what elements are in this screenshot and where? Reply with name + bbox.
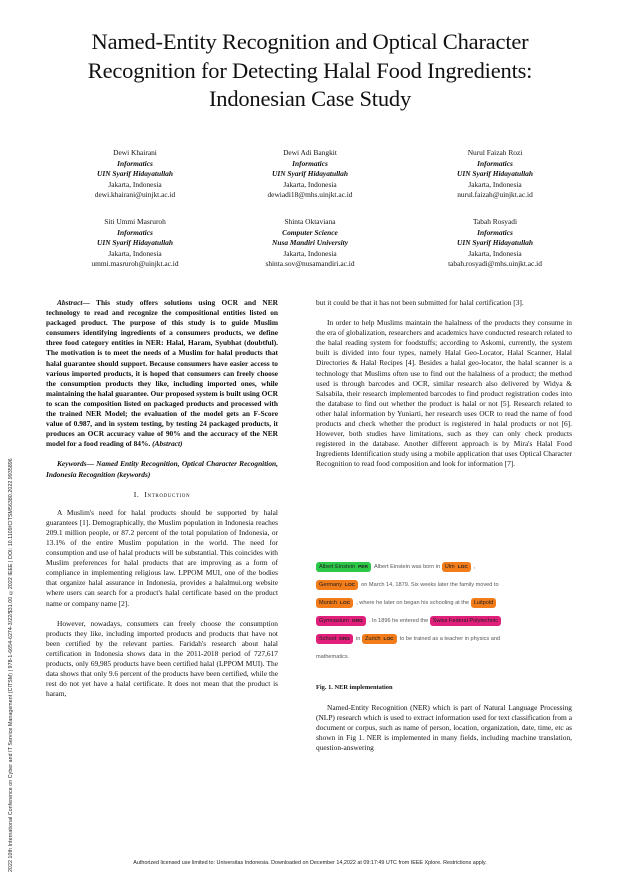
author-email[interactable]: nurul.faizah@uinjkt.ac.id [457,190,533,199]
author-email[interactable]: shinta.sov@nusamandiri.ac.id [265,259,355,268]
author-name: Siti Ummi Masruroh [104,217,166,226]
figure-text: in [356,636,361,642]
figure-text: to be trained as a teacher in physics and [399,636,501,642]
figure-text: . In 1896 he entered the [368,618,429,624]
section-heading [46,490,278,500]
author-email[interactable]: ummi.masruroh@uinjkt.ac.id [91,259,179,268]
left-column [46,298,278,699]
author-location: Jakarta, Indonesia [283,179,337,189]
entity-tag-org: School ORG [316,634,353,644]
figure-text: on March 14, 1879. Six weeks later the family moved to [361,582,499,588]
entity-tag-loc: Germany LOC [316,580,358,590]
entity-tag-org: Swiss Federal Polytechnic [430,616,501,626]
author-email[interactable]: dewiadi18@mhs.uinjkt.ac.id [267,190,353,199]
paper-title [30,28,590,114]
paragraph: A Muslim's need for halal products should be supported by halal guarantees [1]. Demographically, the Muslim population in Indonesia reaches 209.1 million people, or 87.2 percent of the total population of Indonesia, or 13.1% of the entire Muslim population in the world. The need for consumption and use of halal products will be substantial. This coincides with Muslim preferences for halal products that are improving as a form of compliance in implementing religious law. LPPOM MUI, one of the bodies that organize halal assurance in Indonesia, provides a halalmui.org website where users can search for a product's halal certificate based on the product name or company name [2]. [46,507,278,608]
abstract-text: — This study offers solutions using OCR and NER technology to read and recognize the compositional entities listed on packaged product. The purpose of this study is to guide Muslim consumers identifying ingredients of a consumers products, we define three food category entities in NER: Halal, Haram, Syubhat (doubtful). The motivation is to meet the needs of a Muslim for halal products that halal guarantee should support. Because consumers have easier access to various imported products, it is hoped that consumers can freely choose the consumption products they like, including imported ones, while maintaining the halal guarantee. Our proposed system is built using OCR to scan the composition listed on packaged products and processed with the trained NER Model; the evaluation of the model gets an F-Score value of 0.987, and in system testing, by testing 24 packaged products, it produces an OCR accuracy value of 90% and the accuracy of the NER model for a food reading of 84%. [46,298,278,449]
paragraph: However, nowadays, consumers can freely choose the consumption products they like, including imported products and products that have not been certified by the relevant parties. Faridah's research about halal certification in Indonesia shows data in the 2011-2018 period of 727,617 products, only 69,985 products have been certified halal (LPPOM MUI). The data shows that only 9.6 percent of the products have been certified, while the rest do not yet have a halal certificate. It does not mean that the product is haram, [46,618,278,699]
entity-tag-loc: Munich LOC [316,598,353,608]
author-name: Dewi Khairani [113,148,157,157]
title-line-2: Recognition for Detecting Halal Food Ingredients: [87,57,533,83]
figure-line [316,650,349,664]
figure-caption: Fig. 1. NER implementation [316,684,393,691]
abstract-tail: (Abstract) [152,439,183,449]
author-institution: Nusa Mandiri University [272,238,348,247]
author-affiliation: Informatics [292,158,328,168]
author-affiliation: Computer Science [282,227,338,237]
author-block [400,217,590,270]
figure-line [316,560,475,574]
author-block [215,148,405,201]
author-institution: UIN Syarif Hidayatullah [272,169,348,178]
right-column-bottom [316,703,572,753]
entity-tag-org: Gymnasium ORG [316,616,366,626]
figure-line [316,632,500,646]
author-location: Jakarta, Indonesia [108,248,162,258]
paragraph: Named-Entity Recognition (NER) which is part of Natural Language Processing (NLP) research which is used to extract information used for text classification from a document or corpus, such as name of person, location, organization, date, time, etc as shown in Fig 1. NER is implemented in many fields, including machine translation, question-answering [316,703,572,753]
author-location: Jakarta, Indonesia [468,248,522,258]
author-block [215,217,405,270]
ner-figure [316,560,576,672]
author-affiliation: Informatics [477,227,513,237]
author-institution: UIN Syarif Hidayatullah [97,238,173,247]
figure-text: Albert Einstein was born in [373,564,441,570]
abstract [46,298,278,449]
license-footer: Authorized licensed use limited to: Universitas Indonesia. Downloaded on December 14,2022 at 09:17:49 UTC from IEEE Xplore. Restrictions apply. [133,860,487,866]
author-affiliation: Informatics [477,158,513,168]
entity-tag-per: Albert Einstein PER [316,562,371,572]
right-column [316,298,572,470]
entity-tag-loc: Zurich LOC [362,634,397,644]
author-institution: UIN Syarif Hidayatullah [457,169,533,178]
figure-text: , [473,564,476,570]
title-line-3: Indonesian Case Study [208,86,412,111]
paragraph: In order to help Muslims maintain the halalness of the products they consume in the era of globalization, researchers and academics have conducted research related to the halal reading system for foodstuffs; according to Askomi, currently, the system built is divided into four types, namely Halal Geo-Locator, Halal Scanner, Halal Directories & Halal Recipes [4]. Besides a halal geo-locator, the halal scanner is a technology that Muslims often use to find out the halalness of a product; the method used is through barcodes and OCR, similar research also delivered by Widya & Salsabila, their research implemented barcodes to find product registration codes into the database to find out whether the product is halal or not [5]. Research related to other halal information by Yuniarti, her research uses OCR to read the name of food products and check whether the product is registered in halal products or not [6]. However, both studies have limitations, such as they can only check products registered in the database. Another different approach is by Mira's Halal Food Ingredients Identification study using a mobile application that uses Optical Character Recognition to read food composition and look for information [7]. [316,318,572,469]
abstract-label: Abstract [57,298,83,307]
author-location: Jakarta, Indonesia [108,179,162,189]
author-name: Tabah Rosyadi [472,217,518,226]
figure-line [316,614,504,628]
author-name: Nurul Faizah Rozi [467,148,523,157]
author-location: Jakarta, Indonesia [283,248,337,258]
author-affiliation: Informatics [117,158,153,168]
keywords [46,459,278,479]
author-block [40,217,230,270]
figure-line [316,596,499,610]
section-number: I. [133,489,140,499]
keywords-label: Keywords [57,459,87,469]
author-block [40,148,230,201]
entity-tag-loc: Luitpold [471,598,497,608]
author-name: Shinta Oktaviana [284,217,336,226]
paragraph: but it could be that it has not been submitted for halal certification [3]. [316,298,524,307]
author-name: Dewi Adi Bangkit [283,148,337,157]
author-institution: UIN Syarif Hidayatullah [457,238,533,247]
author-email[interactable]: tabah.rosyadi@mhs.uinjkt.ac.id [448,259,542,268]
figure-text: mathematics. [316,654,350,660]
author-block [400,148,590,201]
author-email[interactable]: dewi.khairani@uinjkt.ac.id [94,190,176,199]
figure-text: , where he later on began his schooling at the [356,600,470,606]
keywords-text: — Named Entity Recognition, Optical Character Recognition, Indonesia Recognition (keywords) [46,459,278,479]
title-line-1: Named-Entity Recognition and Optical Character [91,29,529,54]
author-location: Jakarta, Indonesia [468,179,522,189]
section-title: Introduction [144,489,191,499]
author-institution: UIN Syarif Hidayatullah [97,169,173,178]
entity-tag-loc: Ulm LOC [442,562,471,572]
author-affiliation: Informatics [117,227,153,237]
doi-sidebar: 2022 10th International Conference on Cyber and IT Service Management (CITSM) | 978-1-6654-6274-3/22/$31.00 ©2022 IEEE | DOI: 10.1109/CITSM56380.2022.9935896 [8,458,14,872]
figure-line [316,578,499,592]
